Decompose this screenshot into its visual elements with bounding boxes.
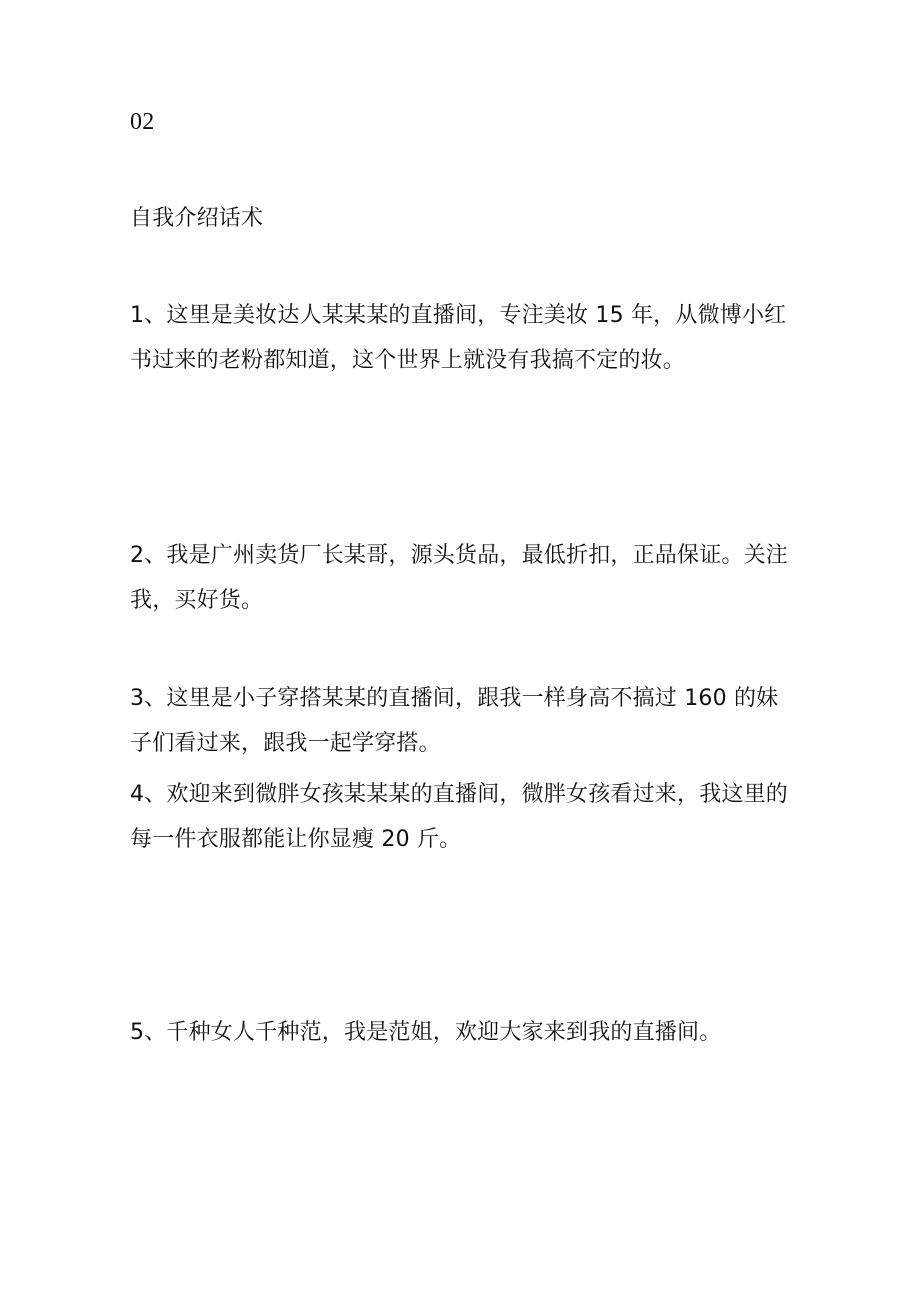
- script-paragraph-2: 2、我是广州卖货厂长某哥，源头货品，最低折扣，正品保证。关注我，买好货。: [130, 543, 788, 613]
- section-title: 自我介绍话术: [130, 206, 264, 231]
- section-number: 02: [130, 109, 155, 135]
- script-paragraph-1: 1、这里是美妆达人某某某的直播间，专注美妆 15 年，从微博小红书过来的老粉都知道，这个世界上就没有我搞不定的妆。: [130, 303, 787, 373]
- script-paragraph-4: 4、欢迎来到微胖女孩某某某的直播间，微胖女孩看过来，我这里的每一件衣服都能让你显瘦 20 斤。: [130, 782, 788, 852]
- script-paragraph-3: 3、这里是小子穿搭某某的直播间，跟我一样身高不搞过 160 的妹子们看过来，跟我一起学穿搭。: [130, 686, 779, 756]
- script-paragraph-5: 5、千种女人千种范，我是范姐，欢迎大家来到我的直播间。: [130, 1020, 722, 1045]
